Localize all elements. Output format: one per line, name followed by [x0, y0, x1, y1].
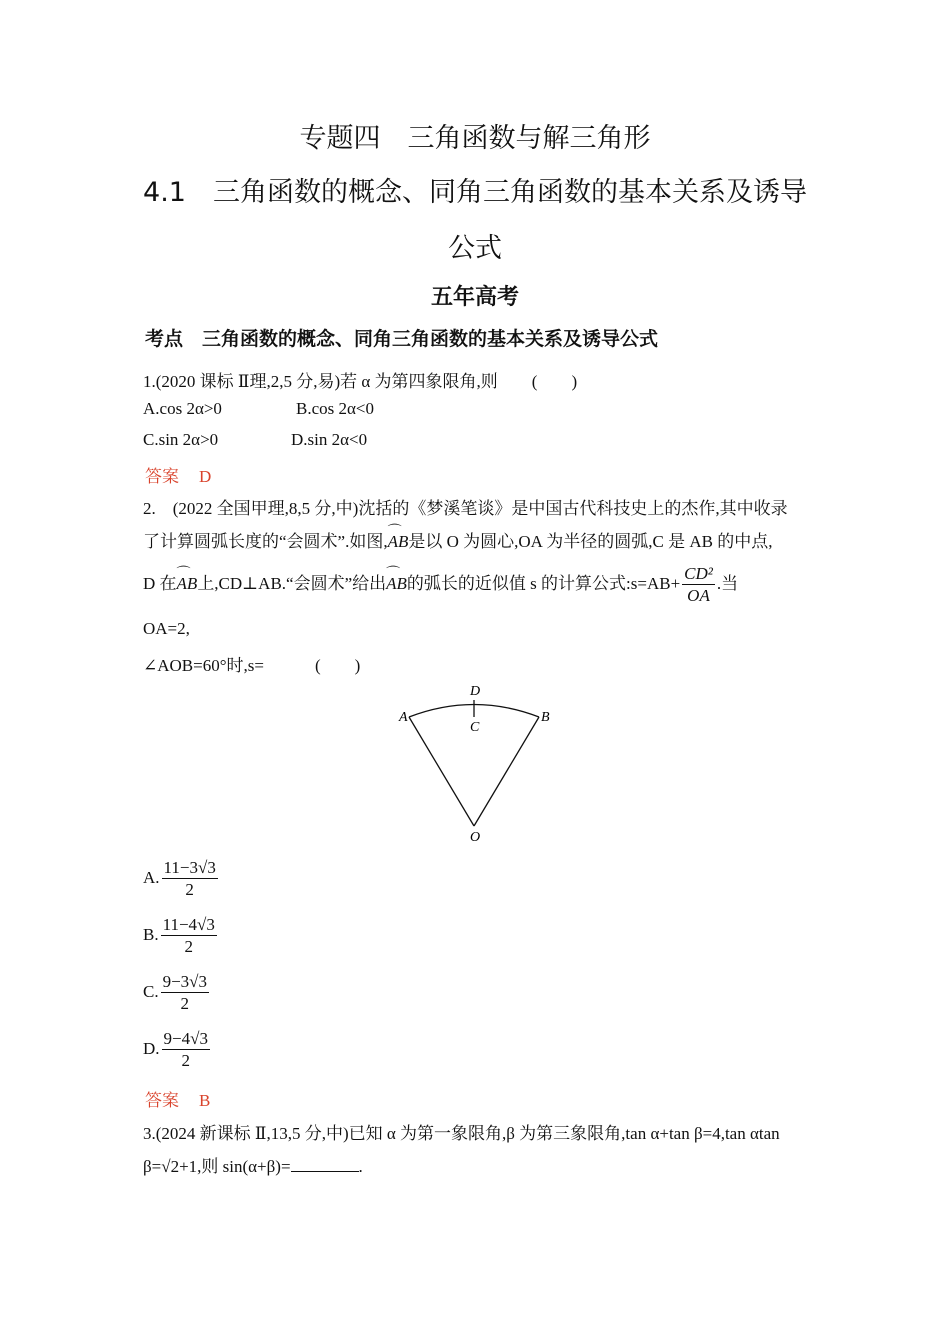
option-denominator: 2: [184, 937, 193, 956]
q2-option-b: [143, 915, 219, 957]
q2-option-a: [143, 858, 220, 900]
topic-title: 专题四 三角函数与解三角形: [299, 123, 651, 154]
point-c-label: C: [470, 720, 480, 735]
kaodian-heading: 考点 三角函数的概念、同角三角函数的基本关系及诱导公式: [145, 328, 659, 350]
answer-value: B: [199, 1091, 211, 1110]
q2-line2-text-b: 是以 O 为圆心,OA 为半径的圆弧,C 是 AB 的中点,: [408, 532, 773, 551]
option-denominator: 2: [185, 880, 194, 899]
q2-line1: 2. (2022 全国甲理,8,5 分,中)沈括的《梦溪笔谈》是中国古代科技史上的杰作,其中收录: [143, 499, 788, 518]
option-numerator: 9−4√3: [163, 1029, 208, 1048]
five-year-heading: 五年高考: [430, 285, 519, 310]
q2-line5: ∠AOB=60°时,s= ( ): [143, 656, 361, 675]
option-denominator: 2: [180, 994, 190, 1013]
answer-value: D: [199, 467, 212, 486]
arc-ab: [386, 574, 407, 594]
option-label: B.: [143, 924, 159, 944]
formula-numerator: CD²: [684, 564, 713, 583]
answer-label: 答案: [145, 467, 179, 487]
radius-oa: [409, 717, 474, 826]
arc-ab-label: AB: [387, 532, 409, 551]
sector-figure: [390, 680, 560, 846]
q1-option-a: A.cos 2α>0: [143, 399, 222, 418]
q2-line4: OA=2,: [143, 619, 190, 638]
arc-ab-label: AB: [386, 573, 407, 593]
point-o-label: O: [470, 830, 481, 845]
q2-line3-text-d: .当: [716, 573, 739, 593]
q1-option-b: B.cos 2α<0: [296, 399, 374, 418]
option-label: C.: [143, 981, 159, 1001]
q1-stem: 1.(2020 课标 Ⅱ理,2,5 分,易)若 α 为第四象限角,则 ( ): [143, 372, 578, 391]
q2-answer: [145, 1086, 210, 1111]
q2-line3-text-b: 上,CD⊥AB.“会圆术”给出: [197, 573, 387, 593]
option-label: D.: [143, 1038, 160, 1058]
option-label: A.: [143, 867, 160, 887]
q1-answer: [145, 462, 211, 487]
option-denominator: 2: [181, 1051, 190, 1070]
q1-option-c: C.sin 2α>0: [143, 430, 219, 449]
arc-ab: [177, 574, 198, 594]
section-title-line1: 4.1 三角函数的概念、同角三角函数的基本关系及诱导: [143, 177, 807, 208]
point-d-label: D: [470, 684, 481, 699]
formula-denominator: OA: [687, 586, 710, 605]
arc-ab: [388, 532, 409, 552]
point-a-label: A: [399, 710, 408, 725]
q2-line3: [143, 564, 738, 606]
section-title-line2: 公式: [448, 233, 502, 264]
option-numerator: 9−3√3: [162, 972, 208, 991]
q3-line2-text: β=√2+1,则 sin(α+β)=: [143, 1157, 291, 1176]
radius-ob: [474, 717, 539, 826]
option-numerator: 11−3√3: [163, 858, 216, 877]
q2-line3-text-c: 的弧长的近似值 s 的计算公式:s=AB+: [406, 573, 681, 593]
q2-line2: [143, 527, 772, 552]
q1-option-d: D.sin 2α<0: [291, 430, 368, 449]
point-b-label: B: [541, 710, 550, 725]
q3-line1: 3.(2024 新课标 Ⅱ,13,5 分,中)已知 α 为第一象限角,β 为第三象限角,tan α+tan β=4,tan αtan: [143, 1124, 780, 1143]
q2-line2-text-a: 了计算圆弧长度的“会圆术”.如图,: [143, 532, 388, 551]
arc-ab-label: AB: [176, 573, 198, 593]
answer-label: 答案: [145, 1091, 179, 1111]
answer-blank[interactable]: [291, 1157, 359, 1172]
q2-option-d: [143, 1029, 212, 1071]
q2-option-c: [143, 972, 211, 1014]
q3-line2: β=√2+1,则 sin(α+β)= .: [143, 1157, 363, 1176]
option-numerator: 11−4√3: [162, 915, 215, 934]
formula-fraction: [682, 564, 715, 606]
q2-line3-text-a: D 在: [143, 573, 177, 593]
